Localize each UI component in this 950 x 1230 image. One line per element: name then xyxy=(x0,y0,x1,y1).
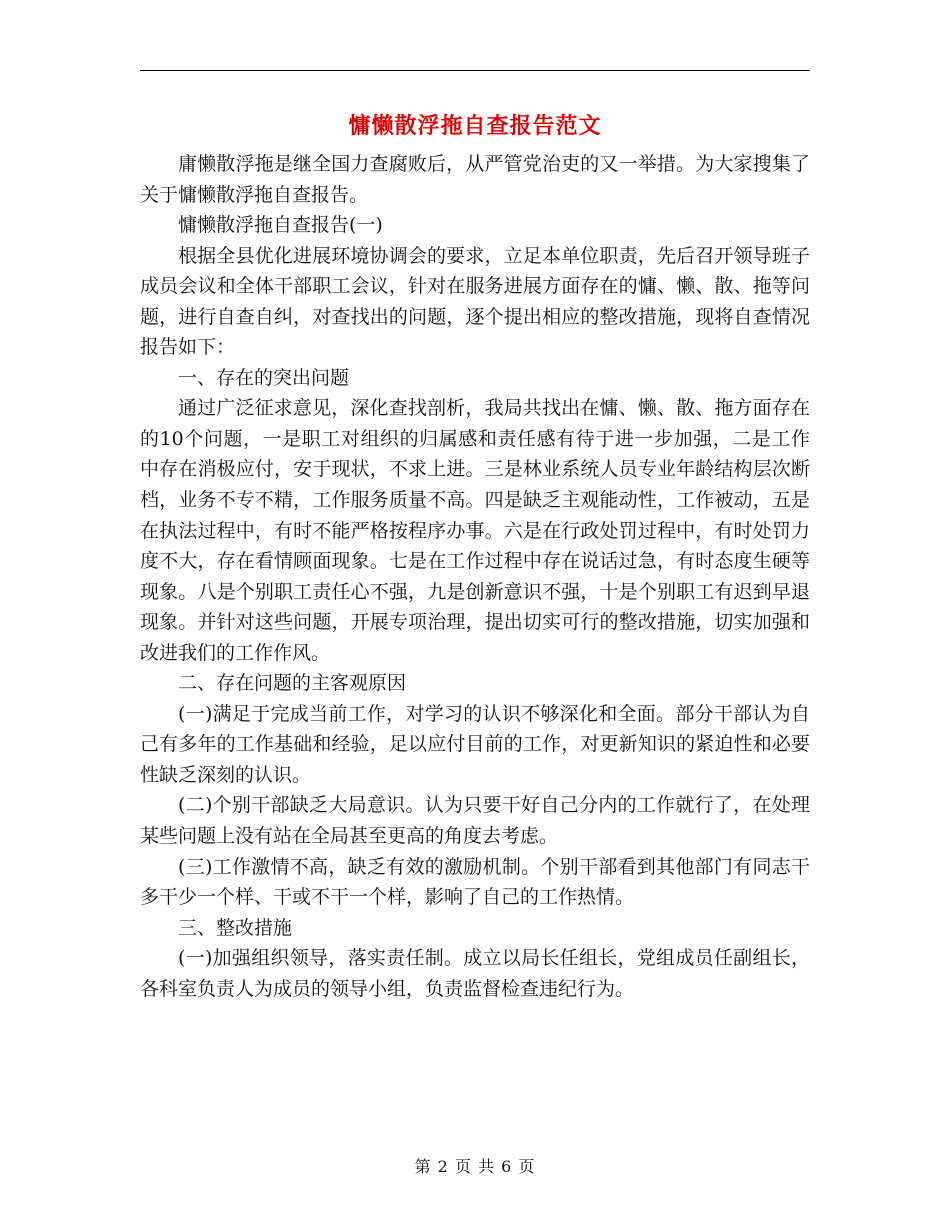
paragraph: 庸懒散浮拖是继全国力查腐败后，从严管党治吏的又一举措。为大家搜集了关于慵懒散浮拖自查报告。 xyxy=(140,153,810,206)
document-title: 慵懒散浮拖自查报告范文 xyxy=(348,113,602,139)
page-footer: 第 2 页 共 6 页 xyxy=(414,1157,536,1176)
paragraph: (二)个别干部缺乏大局意识。认为只要干好自己分内的工作就行了，在处理某些问题上没有站在全局甚至更高的角度去考虑。 xyxy=(140,794,810,848)
paragraph: (一)加强组织领导，落实责任制。成立以局长任组长，党组成员任副组长，各科室负责人为成员的领导小组，负责监督检查违纪行为。 xyxy=(140,947,810,1000)
section-heading: 慵懒散浮拖自查报告(一) xyxy=(178,214,383,237)
paragraph: (一)满足于完成当前工作，对学习的认识不够深化和全面。部分干部认为自己有多年的工作基础和经验，足以应付目前的工作，对更新知识的紧迫性和必要性缺乏深刻的认识。 xyxy=(140,702,810,786)
section-heading: 二、存在问题的主客观原因 xyxy=(178,672,407,695)
header-rule xyxy=(140,70,810,71)
paragraph: 通过广泛征求意见，深化查找剖析，我局共找出在慵、懒、散、拖方面存在的10个问题，一是职工对组织的归属感和责任感有待于进一步加强，二是工作中存在消极应付，安于现状，不求上进。三是林业系统人员专业年龄结构层次断档，业务不专不精，工作服务质量不高。四是缺乏主观能动性，工作被动，五是在执法过程中，有时不能严格按程序办事。六是在行政处罚过程中，有时处罚力度不大，存在看情顾面现象。七是在工作过程中存在说话过急，有时态度生硬等现象。八是个别职工责任心不强，九是创新意识不强，十是个别职工有迟到早退现象。并针对这些问题，开展专项治理，提出切实可行的整改措施，切实加强和改进我们的工作作风。 xyxy=(140,397,810,664)
document-body xyxy=(140,149,810,1004)
section-heading: 一、存在的突出问题 xyxy=(178,366,350,389)
section-heading: 三、整改措施 xyxy=(178,916,293,939)
paragraph: (三)工作激情不高，缺乏有效的激励机制。个别干部看到其他部门有同志干多干少一个样、干或不干一个样，影响了自己的工作热情。 xyxy=(140,855,810,909)
paragraph: 根据全县优化进展环境协调会的要求，立足本单位职责，先后召开领导班子成员会议和全体干部职工会议，针对在服务进展方面存在的慵、懒、散、拖等问题，进行自查自纠，对查找出的问题，逐个提出相应的整改措施，现将自查情况报告如下： xyxy=(140,244,810,359)
